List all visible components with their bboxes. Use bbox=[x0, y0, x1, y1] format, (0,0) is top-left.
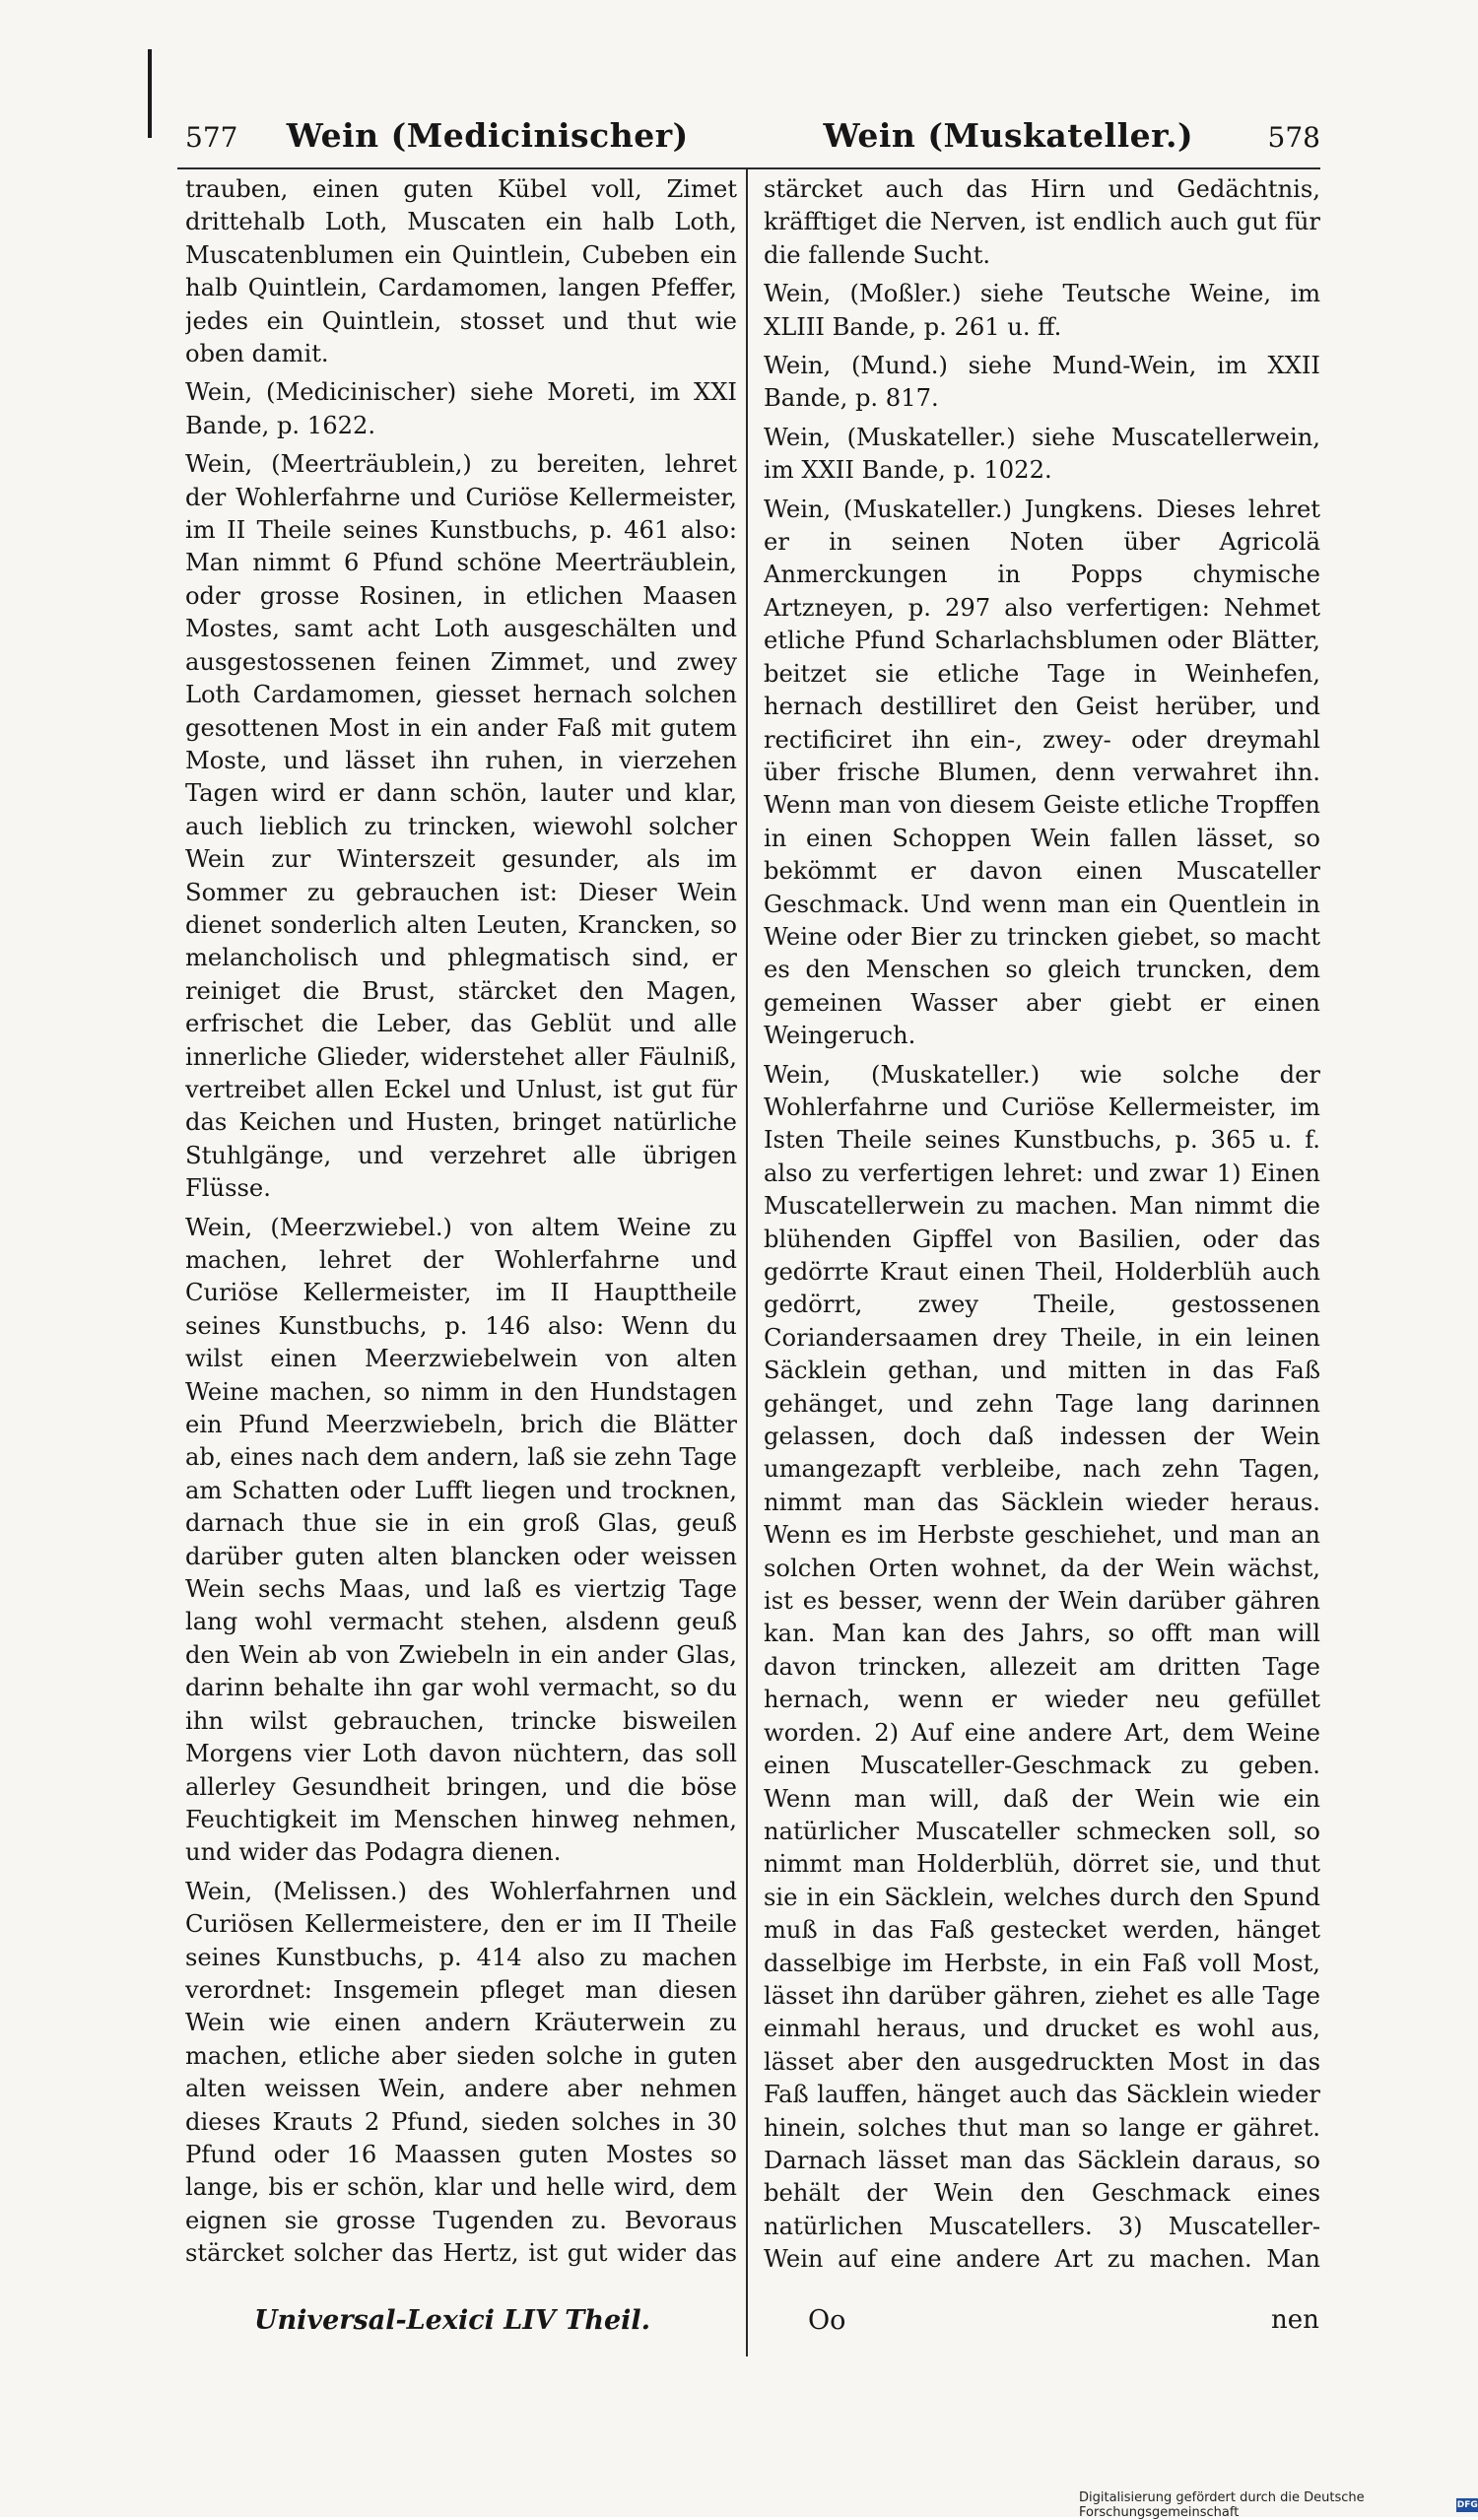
left-page-header bbox=[185, 116, 737, 167]
left-column bbox=[185, 173, 737, 2272]
header-rule bbox=[177, 167, 1320, 169]
entry-medicinischer: Wein, (Medicinischer) siehe Moreti, im XXI Bande, p. 1622. bbox=[185, 378, 737, 439]
left-page-number: 577 bbox=[185, 121, 238, 154]
digitization-credit bbox=[1079, 2490, 1478, 2520]
entry-muskateller-ref: Wein, (Muskateller.) siehe Muscatellerwein, im XXII Bande, p. 1022. bbox=[764, 423, 1320, 485]
entry-mund: Wein, (Mund.) siehe Mund-Wein, im XXII Bande, p. 817. bbox=[764, 352, 1320, 413]
right-page-number: 578 bbox=[1267, 121, 1320, 154]
gathering-signature: Oo bbox=[808, 2305, 846, 2336]
volume-signature: Universal-Lexici LIV Theil. bbox=[254, 2305, 651, 2336]
entry-muskateller-jungken: Wein, (Muskateller.) Jungkens. Dieses lehret er in seinen Noten über Agricolä Anmerckungen in Popps chymische Artzneyen, p. 297 also verfertigen: Nehmet etliche Pfund Scharlachsblumen oder Blätter, beitzet sie etliche Tage in Weinhefen, hernach destilliret den Geist herüber, und rectificiret ihn ein-, zwey- oder dreymahl über frische Blumen, denn verwahret ihn. Wenn man von diesem Geiste etliche Tropffen in einen Schoppen Wein fallen lässet, so bekömmt er davon einen Muscateller Geschmack. Und wenn man ein Quentlein in Weine oder Bier zu trincken giebet, so macht es den Menschen so gleich truncken, dem gemeinen Wasser aber giebt er einen Weingeruch. bbox=[764, 495, 1320, 1050]
left-paragraph-1: trauben, einen guten Kübel voll, Zimet drittehalb Loth, Muscaten ein halb Loth, Muscatenblumen ein Quintlein, Cubeben ein halb Quintlein, Cardamomen, langen Pfeffer, jedes ein Quintlein, stosset und thut wie oben damit. bbox=[185, 175, 737, 368]
right-paragraph-1: stärcket auch das Hirn und Gedächtnis, kräfftiget die Nerven, ist endlich auch gut für die fallende Sucht. bbox=[764, 175, 1320, 269]
entry-meertraeublein: Wein, (Meerträublein,) zu bereiten, lehret der Wohlerfahrne und Curiöse Kellermeister, im II Theile seines Kunstbuchs, p. 461 also: Man nimmt 6 Pfund schöne Meerträublein, oder grosse Rosinen, in etlichen Maasen Mostes, samt acht Loth ausgeschälten und ausgestossenen feinen Zimmet, und zwey Loth Cardamomen, giesset hernach solchen gesottenen Most in ein ander Faß mit gutem Moste, und lässet ihn ruhen, in vierzehen Tagen wird er dann schön, lauter und klar, auch lieblich zu trincken, wiewohl solcher Wein zur Winterszeit gesunder, als im Sommer zu gebrauchen ist: Dieser Wein dienet sonderlich alten Leuten, Krancken, so melancholisch und phlegmatisch sind, er reiniget die Brust, stärcket den Magen, erfrischet die Leber, das Geblüt und alle innerliche Glieder, widerstehet aller Fäulniß, vertreibet allen Eckel und Unlust, ist gut für das Keichen und Husten, bringet natürliche Stuhlgänge, und verzehret alle übrigen Flüsse. bbox=[185, 450, 737, 1203]
right-running-head: Wein (Muskateller.) bbox=[823, 116, 1194, 155]
right-page-header bbox=[749, 116, 1320, 167]
dfg-logo-icon: DFG bbox=[1456, 2500, 1478, 2510]
right-column bbox=[764, 173, 1320, 2272]
digitization-text: Digitalisierung gefördert durch die Deutsche Forschungsgemeinschaft bbox=[1079, 2490, 1365, 2520]
left-running-head: Wein (Medicinischer) bbox=[286, 116, 689, 155]
page-edge-rule bbox=[148, 49, 152, 138]
catchword: nen bbox=[1271, 2305, 1319, 2335]
entry-mossler: Wein, (Moßler.) siehe Teutsche Weine, im XLIII Bande, p. 261 u. ff. bbox=[764, 280, 1320, 341]
entry-melissen: Wein, (Melissen.) des Wohlerfahrnen und Curiösen Kellermeistere, den er im II Theile seines Kunstbuchs, p. 414 also zu machen verordnet: Insgemein pfleget man diesen Wein wie einen andern Kräuterwein zu machen, etliche aber sieden solche in guten alten weissen Wein, andere aber nehmen dieses Krauts 2 Pfund, sieden solches in 30 Pfund oder 16 Maassen guten Mostes so lange, bis er schön, klar und helle wird, dem eignen sie grosse Tugenden zu. Bevoraus stärcket solcher das Hertz, ist gut wider das bbox=[185, 1877, 737, 2268]
entry-meerzwiebel: Wein, (Meerzwiebel.) von altem Weine zu machen, lehret der Wohlerfahrne und Curiöse Kellermeister, im II Haupttheile seines Kunstbuchs, p. 146 also: Wenn du wilst einen Meerzwiebelwein von alten Weine machen, so nimm in den Hundstagen ein Pfund Meerzwiebeln, brich die Blätter ab, eines nach dem andern, laß sie zehn Tage am Schatten oder Lufft liegen und trocknen, darnach thue sie in ein groß Glas, geuß darüber guten alten blancken oder weissen Wein sechs Maas, und laß es viertzig Tage lang wohl vermacht stehen, alsdenn geuß den Wein ab von Zwiebeln in ein ander Glas, darinn behalte ihn gar wohl vermacht, so du ihn wilst gebrauchen, trincke bisweilen Morgens vier Loth davon nüchtern, das soll allerley Gesundheit bringen, und die böse Feuchtigkeit im Menschen hinweg nehmen, und wider das Podagra dienen. bbox=[185, 1213, 737, 1867]
column-divider bbox=[746, 169, 748, 2356]
entry-muskateller-kellermeister: Wein, (Muskateller.) wie solche der Wohlerfahrne und Curiöse Kellermeister, im Isten Theile seines Kunstbuchs, p. 365 u. f. also zu verfertigen lehret: und zwar 1) Einen Muscatellerwein zu machen. Man nimmt die blühenden Gipffel von Basilien, oder das gedörrte Kraut einen Theil, Holderblüh auch gedörrt, zwey Theile, gestossenen Coriandersaamen drey Theile, in ein leinen Säcklein gethan, und mitten in das Faß gehänget, und zehn Tage lang darinnen gelassen, doch daß indessen der Wein umangezapft verbleibe, nach zehn Tagen, nimmt man das Säcklein wieder heraus. Wenn es im Herbste geschiehet, und man an solchen Orten wohnet, da der Wein wächst, ist es besser, wenn der Wein darüber gähren kan. Man kan des Jahrs, so offt man will davon trincken, allezeit am dritten Tage hernach, wenn er wieder neu gefüllet worden. 2) Auf eine andere Art, dem Weine einen Muscateller-Geschmack zu geben. Wenn man will, daß der Wein wie ein natürlicher Muscateller schmecken soll, so nimmt man Holderblüh, dörret sie, und thut sie in ein Säcklein, welches durch den Spund muß in das Faß gestecket werden, hänget dasselbige im Herbste, in ein Faß voll Most, lässet ihn darüber gähren, ziehet es alle Tage einmahl heraus, und drucket es wohl aus, lässet aber den ausgedruckten Most in das Faß lauffen, hänget auch das Säcklein wieder hinein, solches thut man so lange er gähret. Darnach lässet man das Säcklein daraus, so behält der Wein den Geschmack eines natürlichen Muscatellers. 3) Muscateller-Wein auf eine andere Art zu machen. Man bbox=[764, 1060, 1320, 2272]
